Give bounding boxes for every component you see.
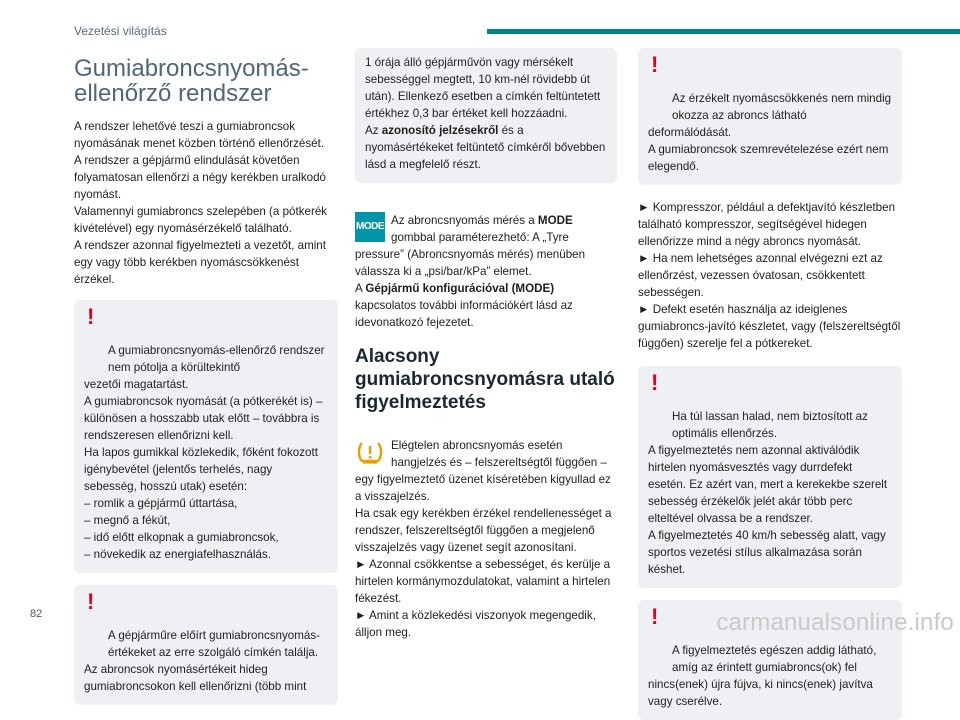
column-1 [74,52,338,705]
exclamation-icon: ! [651,370,659,395]
warning-box-4 [638,366,902,588]
continued-box-bold: azonosító jelzésekről [381,124,499,137]
page-number: 82 [30,608,43,620]
exclamation-icon: ! [651,52,659,77]
column-2 [355,48,617,641]
warning-box-2 [74,585,338,705]
exclamation-icon: ! [87,589,95,614]
warning-box-3-text: deformálódását. A gumiabroncsok szemrevételezése ezért nem elegendő. [648,126,889,173]
mode-text-3: kapcsolatos további információkért lásd az idevonatkozó fejezetet. [355,299,573,329]
mode-bold: MODE [537,214,573,227]
warning-box-3 [638,48,902,185]
warning-box-5-text: nincs(enek) újra fújva, ki nincs(enek) javítva vagy cserélve. [648,678,873,708]
warning-box-2-lead: A gépjárműre előírt gumiabroncsnyomás-értékeket az erre szolgáló címkén találja. [108,629,321,659]
mode-section [355,195,617,331]
tyre-pressure-warning-icon [355,437,385,467]
warning-box-4-lead: Ha túl lassan halad, nem biztosított az optimális ellenőrzés. [672,410,868,440]
action-steps: ► Kompresszor, például a defektjavító készletben található kompresszor, segítségével hidegen ellenőrizze mind a négy abroncs nyomását. ► Ha nem lehetséges azonnal elvégezni ezt az ellenőrzést, vezessen óvatosan, csökkentett sebességen. ► Defekt esetén használja az ideiglenes gumiabroncs-javító készletet, vagy (felszereltségtől függően) szerelje fel a pótkereket. [638,201,901,350]
mode-text-2: gombbal paraméterezhető: A „Tyre pressure” (Abroncsnyomás mérés) menüben válassza ki a „psi/bar/kPa” elemet. A [355,231,586,295]
intro-paragraph: A rendszer lehetővé teszi a gumiabroncsok nyomásának menet közben történő ellenőrzését. A rendszer a gépjármű elindulását követően folyamatosan ellenőrzi a négy kerékben uralkodó nyomást. Valamennyi gumiabroncs szelepében (a pótkerék kivételével) egy nyomásérzékelő található. A rendszer azonnal figyelmezteti a vezetőt, amint egy vagy több kerékben nyomáscsökkenést érzékel. [74,120,328,286]
section-title: Vezetési világítás [74,24,167,38]
warning-box-1-text: vezetői magatartást. A gumiabroncsok nyomását (a pótkerékét is) – különösen a hosszabb utak előtt – továbbra is rendszeresen ellenőrizni kell. Ha lapos gumikkal közlekedik, főként fokozott igénybevétel (jelentős terhelés, nagy sebesség, hosszú utak) esetén: – romlik a gépjármű úttartása, – megnő a fékút, – idő előtt elkopnak a gumiabroncsok, – növekedik az energiafelhasználás. [84,378,323,561]
mode-config-bold: Gépjármű konfigurációval (MODE) [365,282,555,295]
warning-box-4-text: A figyelmeztetés nem azonnal aktiválódik hirtelen nyomásvesztés vagy durrdefekt esetén. Ez azért van, mert a kerekekbe szerelt sebesség érzékelők jelét akár több perc elteltével olvassa be a rendszer. A figyelmeztetés 40 km/h sebesség alatt, vagy sportos vezetési stílus alkalmazása során késhet. [648,444,888,576]
warning-box-5-lead: A figyelmeztetés egészen addig látható, amíg az érintett gumiabroncs(ok) fel [672,644,877,674]
continued-box [355,48,617,183]
continued-box-text: 1 órája álló gépjárművön vagy mérsékelt sebességgel megtett, 10 km-nél rövidebb út után). Ellenkező esetben a címkén feltüntetett értékhez 0,3 bar értéket kell hozzáadni. Az [365,56,601,137]
warning-box-2-text: Az abroncsok nyomásértékeit hideg gumiabroncsokon kell ellenőrizni (több mint [84,663,307,693]
header-accent-bar [487,29,960,34]
low-pressure-alert-text: Elégtelen abroncsnyomás esetén hangjelzés és – felszereltségtől függően – egy figyelmeztető üzenet kíséretében kigyullad ez a visszajelzés. Ha csak egy kerékben érzékel rendellenességet a rendszer, felszereltségtől függően a megjelenő visszajelzés vagy üzenet segít azonosítani. ► Azonnal csökkentse a sebességet, és kerülje a hirtelen kormánymozdulatokat, valamint a hirtelen fékezést. ► Amint a közlekedési viszonyok megengedik, álljon meg. [355,439,612,639]
exclamation-icon: ! [87,304,95,329]
watermark: carmanualsonline.info [716,609,954,636]
mode-icon: MODE [355,212,385,242]
warning-box-1 [74,300,338,573]
page-title: Gumiabroncsnyomás-ellenőrző rendszer [74,55,309,107]
section-heading-low-pressure: Alacsony gumiabroncsnyomásra utaló figyelmeztetés [355,346,615,413]
low-pressure-alert [355,420,617,641]
warning-box-1-lead: A gumiabroncsnyomás-ellenőrző rendszer nem pótolja a körültekintő [108,344,325,374]
mode-text: Az abroncsnyomás mérés a [391,214,538,227]
exclamation-icon: ! [651,604,659,629]
continued-box-text-2: és a nyomásértékeket feltüntető címkéről bővebben lásd a megfelelő részt. [365,124,606,171]
warning-box-3-lead: Az érzékelt nyomáscsökkenés nem mindig okozza az abroncs látható [672,92,892,122]
